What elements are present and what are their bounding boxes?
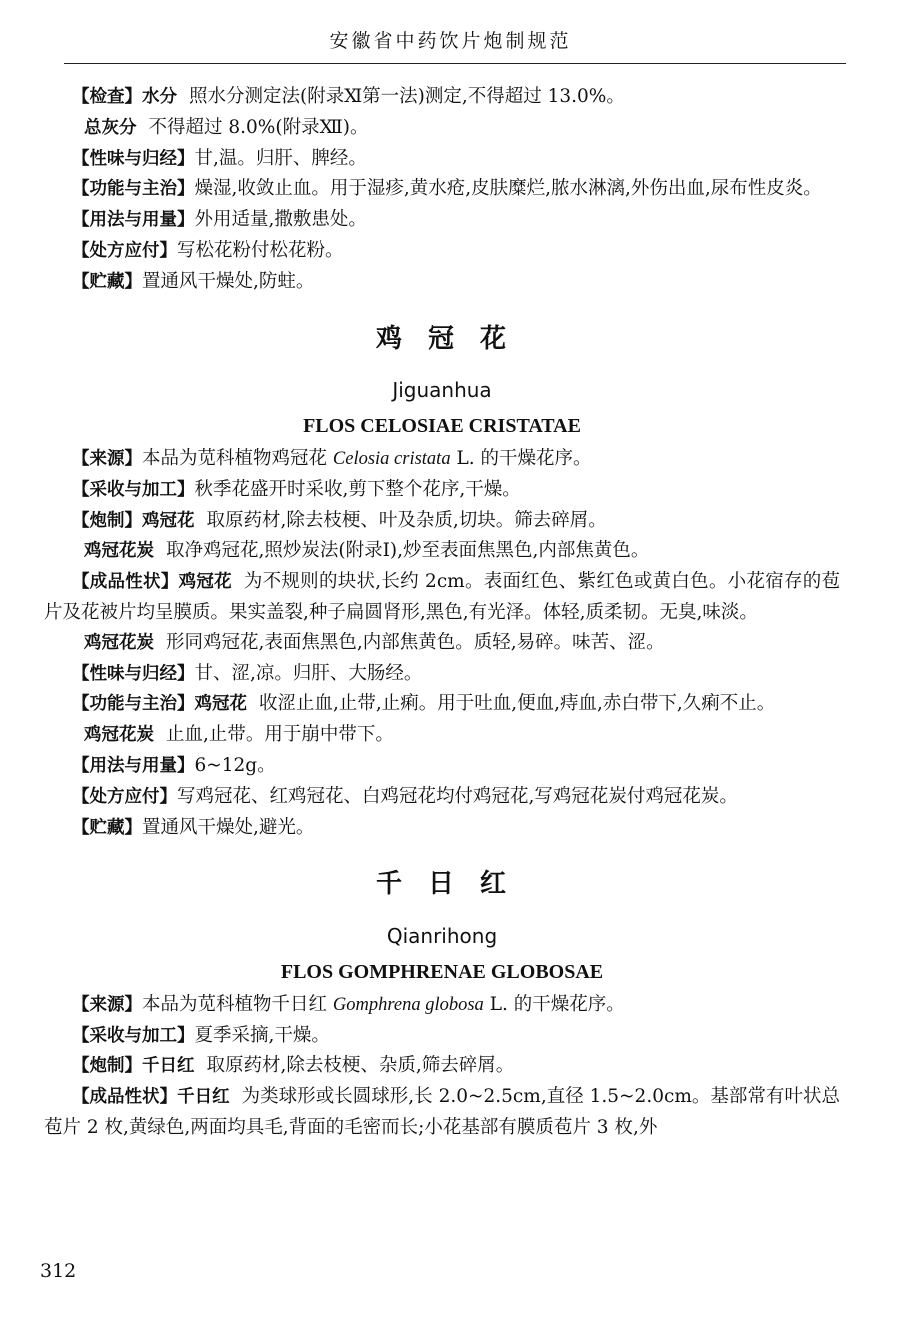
section-tag: 【采收与加工】 <box>72 479 195 500</box>
section-tag: 【检查】 <box>72 87 142 107</box>
section-tag: 【用法与用量】 <box>72 755 195 776</box>
section-tag: 【用法与用量】 <box>72 210 195 231</box>
paragraph-usage <box>44 751 840 782</box>
paragraph-prescription <box>44 236 840 267</box>
paragraph-function <box>44 174 840 205</box>
subitem-term: 鸡冠花 <box>142 510 195 531</box>
paragraph-text: 本品为苋科植物鸡冠花 <box>142 447 333 469</box>
paragraph-processing <box>44 1051 840 1082</box>
species-name: Celosia cristata <box>332 448 451 469</box>
page-number: 312 <box>40 1260 77 1282</box>
paragraph-text: 甘、涩,凉。归肝、大肠经。 <box>194 662 423 684</box>
paragraph-text: 6~12g。 <box>194 754 276 776</box>
section-tag: 【贮藏】 <box>72 817 142 838</box>
subitem-term: 千日红 <box>177 1087 230 1108</box>
paragraph-harvest <box>44 475 840 506</box>
paragraph-nature <box>44 144 840 175</box>
section-tag: 【成品性状】 <box>72 572 179 593</box>
paragraph-text: 止血,止带。用于崩中带下。 <box>166 724 394 746</box>
header-rule <box>64 63 846 64</box>
paragraph-text: 照水分测定法(附录Ⅺ第一法)测定,不得超过 13.0%。 <box>189 86 625 107</box>
section-tag: 【炮制】 <box>72 1056 142 1077</box>
paragraph-processing-charred <box>44 536 840 567</box>
paragraph-storage <box>44 267 840 298</box>
subitem-term: 千日红 <box>142 1056 195 1077</box>
entry-pinyin: Jiguanhua <box>392 378 492 403</box>
section-tag: 【来源】 <box>72 448 142 469</box>
paragraph-text: 秋季花盛开时采收,剪下整个花序,干燥。 <box>194 478 521 500</box>
section-tag: 【贮藏】 <box>72 271 142 292</box>
paragraph-text: 置通风干燥处,避光。 <box>142 816 315 838</box>
paragraph-processing <box>44 506 840 537</box>
section-tag: 【功能与主治】 <box>72 694 195 715</box>
paragraph-source <box>44 990 840 1021</box>
subitem-term: 总灰分 <box>84 117 137 138</box>
section-tag: 【性味与归经】 <box>72 148 195 169</box>
paragraph-text: 取净鸡冠花,照炒炭法(附录Ⅰ),炒至表面焦黑色,内部焦黄色。 <box>166 540 650 562</box>
species-name: Gomphrena globosa <box>332 994 484 1015</box>
paragraph-text: 为类球形或长圆球形,长 2.0~2.5cm,直径 1.5~2.0cm。基部常有叶状总苞片 2 枚,黄绿色,两面均具毛,背面的毛密而长;小花基部有膜质苞片 3 枚,外 <box>44 1086 840 1138</box>
paragraph-inspection <box>44 82 840 113</box>
paragraph-text: 形同鸡冠花,表面焦黑色,内部焦黄色。质轻,易碎。味苦、涩。 <box>166 631 665 653</box>
paragraph-text: 燥湿,收敛止血。用于湿疹,黄水疮,皮肤糜烂,脓水淋漓,外伤出血,尿布性皮炎。 <box>194 178 822 200</box>
paragraph-usage <box>44 205 840 236</box>
paragraph-text: 取原药材,除去枝梗、杂质,筛去碎屑。 <box>206 1055 515 1077</box>
paragraph-nature <box>44 659 840 690</box>
entry-latin-name: FLOS GOMPHRENAE GLOBOSAE <box>280 960 604 983</box>
paragraph-text: 收涩止血,止带,止痢。用于吐血,便血,痔血,赤白带下,久痢不止。 <box>259 693 776 715</box>
section-tag: 【处方应付】 <box>72 240 177 261</box>
subitem-term: 鸡冠花炭 <box>84 632 154 653</box>
entry-title-jiguanhua: 鸡冠花 <box>375 323 532 354</box>
paragraph-text: 甘,温。归肝、脾经。 <box>194 147 367 169</box>
paragraph-function <box>44 689 840 720</box>
page-body <box>44 82 840 1143</box>
paragraph-text: L. 的干燥花序。 <box>450 447 592 469</box>
paragraph-text: 写鸡冠花、红鸡冠花、白鸡冠花均付鸡冠花,写鸡冠花炭付鸡冠花炭。 <box>177 785 738 807</box>
paragraph-storage <box>44 813 840 844</box>
subitem-term: 鸡冠花 <box>194 694 247 715</box>
paragraph-harvest <box>44 1021 840 1052</box>
section-tag: 【处方应付】 <box>72 786 177 807</box>
paragraph-text: 本品为苋科植物千日红 <box>142 993 333 1015</box>
subitem-term: 鸡冠花炭 <box>84 541 154 562</box>
paragraph-traits <box>44 567 840 628</box>
subitem-term: 水分 <box>142 87 177 107</box>
section-tag: 【采收与加工】 <box>72 1025 195 1046</box>
paragraph-source <box>44 444 840 475</box>
paragraph-text: 不得超过 8.0%(附录Ⅻ)。 <box>148 116 369 138</box>
paragraph-text: 置通风干燥处,防蛀。 <box>142 270 315 292</box>
section-tag: 【性味与归经】 <box>72 663 195 684</box>
section-tag: 【来源】 <box>72 994 142 1015</box>
paragraph-text: 外用适量,撒敷患处。 <box>194 209 367 231</box>
entry-title-qianrihong: 千日红 <box>375 869 532 900</box>
paragraph-traits-charred <box>44 628 840 659</box>
paragraph-text: 写松花粉付松花粉。 <box>177 239 344 261</box>
paragraph-text: 为不规则的块状,长约 2cm。表面红色、紫红色或黄白色。小花宿存的苞片及花被片均呈膜质。果实盖裂,种子扁圆肾形,黑色,有光泽。体轻,质柔韧。无臭,味淡。 <box>44 571 841 623</box>
subitem-term: 鸡冠花 <box>178 572 232 593</box>
running-header <box>0 0 901 66</box>
paragraph-function-charred <box>44 720 840 751</box>
entry-pinyin: Qianrihong <box>386 924 498 949</box>
section-tag: 【功能与主治】 <box>72 179 195 200</box>
section-tag: 【成品性状】 <box>72 1087 178 1108</box>
paragraph-text: 夏季采摘,干燥。 <box>194 1024 330 1046</box>
paragraph-text: 取原药材,除去枝梗、叶及杂质,切块。筛去碎屑。 <box>206 509 607 531</box>
paragraph-prescription <box>44 782 840 813</box>
paragraph-ash <box>44 113 840 144</box>
subitem-term: 鸡冠花炭 <box>84 725 154 746</box>
paragraph-traits <box>44 1082 840 1143</box>
running-header-title: 安徽省中药饮片炮制规范 <box>329 30 572 52</box>
paragraph-text: L. 的干燥花序。 <box>483 993 625 1015</box>
entry-latin-name: FLOS CELOSIAE CRISTATAE <box>303 415 581 438</box>
section-tag: 【炮制】 <box>72 510 142 531</box>
